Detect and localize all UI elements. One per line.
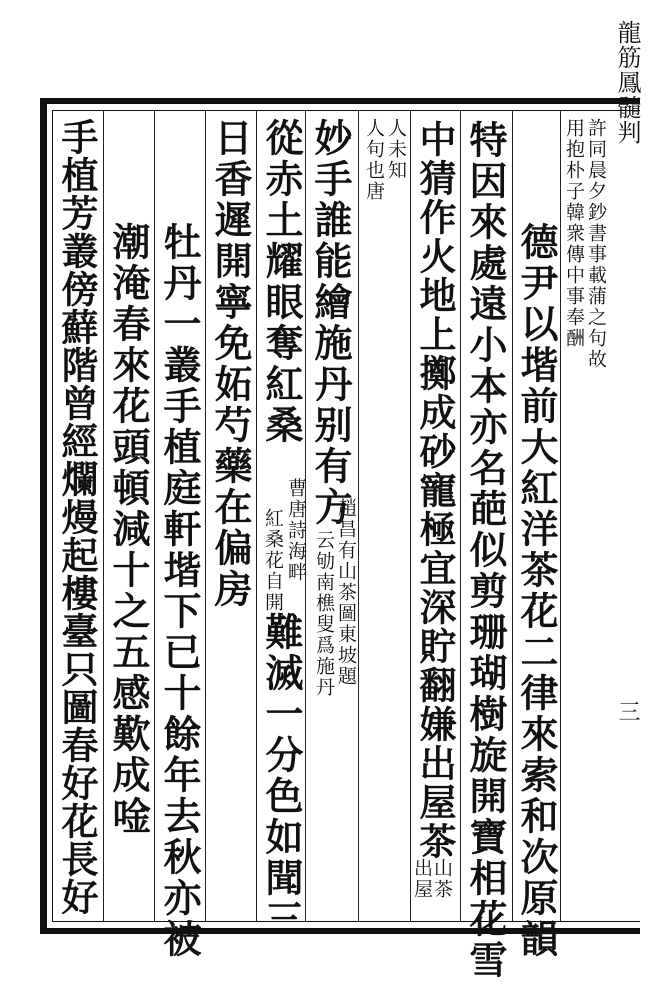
note-line: 山茶: [431, 858, 453, 900]
text-column: 日香遲開寧免妬芍藥在偏房: [208, 118, 253, 610]
text-column: 妙手誰能繪施丹别有方: [308, 118, 353, 528]
note-line: 曹唐詩海畔: [285, 478, 307, 583]
column-rule: [256, 111, 257, 922]
column-rule: [103, 111, 104, 922]
column-rule: [358, 111, 359, 922]
text-column: 德尹以堦前大紅洋茶花二律來索和次原韻: [514, 222, 559, 960]
page-number: 三: [615, 700, 640, 722]
running-header: 龍筋鳳髓判: [613, 20, 641, 145]
note-line: 趙昌有山茶圖東坡題: [335, 498, 357, 687]
note-line: 用抱朴子韓衆傳中事奉酬: [563, 118, 585, 349]
note-line: 出屋: [411, 858, 433, 900]
text-column: 難滅一分色如聞三: [259, 612, 304, 940]
column-rule: [154, 111, 155, 922]
column-rule: [410, 111, 411, 922]
text-column: 特因來處遠小本亦名葩似剪珊瑚樹旋開寶相花雪: [463, 120, 508, 981]
text-column: 從赤土耀眼奪紅桑: [259, 118, 304, 446]
note-line: 人未知: [385, 118, 407, 181]
column-rule: [205, 111, 206, 922]
note-line: 云劬南樵叟爲施丹: [313, 530, 335, 698]
text-column: 中猜作火地上擲成砂寵極宜深貯翻嫌出屋茶: [413, 120, 457, 861]
note-line: 許同晨夕鈔書事載蒲之句故: [585, 118, 607, 370]
note-line: 人句也唐: [363, 118, 385, 202]
column-rule: [560, 111, 561, 922]
text-column: 潮淹春來花頭頓減十之五感歎成唫: [106, 222, 151, 837]
column-rule: [460, 111, 461, 922]
text-column: 牡丹一叢手植庭軒堦下已十餘年去秋亦被: [157, 222, 202, 960]
text-column: 手植芳叢傍蘚階曾經爛熳起樓臺只圖春好花長好: [55, 118, 99, 916]
column-rule: [512, 111, 513, 922]
note-line: 紅桑花自開: [262, 508, 284, 613]
